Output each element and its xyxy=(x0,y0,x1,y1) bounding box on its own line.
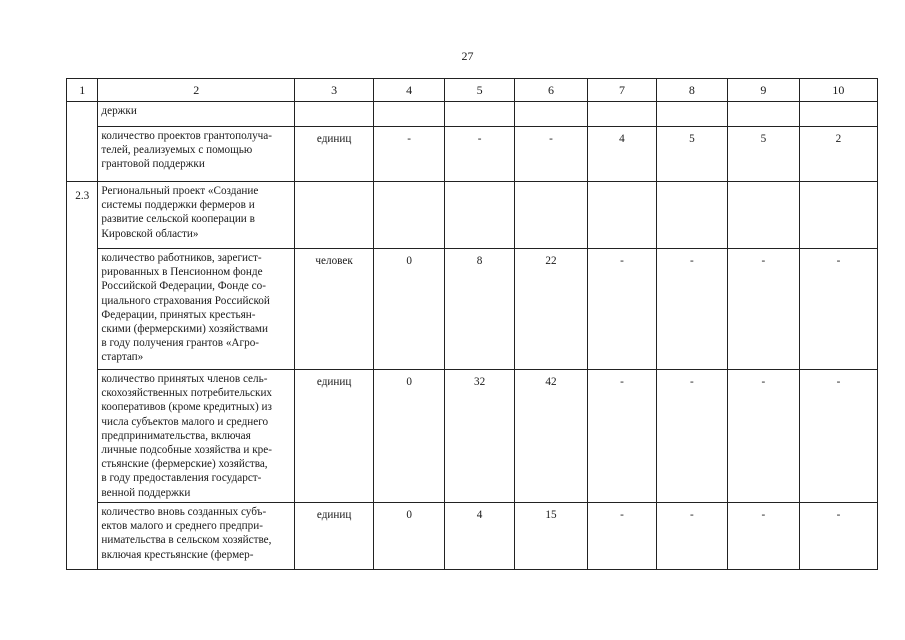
row-name: количество вновь созданных субъ- ектов малого и среднего предпри- нимательства в сельском хозяйстве, включая крестьянские (фермер- xyxy=(98,503,295,570)
value-cell: 2 xyxy=(799,127,877,182)
row-unit: единиц xyxy=(295,370,374,503)
row-unit: единиц xyxy=(295,503,374,570)
header-cell: 3 xyxy=(295,79,374,102)
value-cell: - xyxy=(445,127,515,182)
value-cell xyxy=(799,102,877,127)
value-cell xyxy=(445,102,515,127)
value-cell xyxy=(374,102,445,127)
value-cell: 0 xyxy=(374,370,445,503)
value-cell: 5 xyxy=(727,127,799,182)
value-cell xyxy=(374,182,445,249)
header-cell: 10 xyxy=(799,79,877,102)
value-cell xyxy=(727,102,799,127)
row-unit xyxy=(295,102,374,127)
row-index xyxy=(67,370,98,503)
value-cell: - xyxy=(727,503,799,570)
value-cell: - xyxy=(727,370,799,503)
header-cell: 7 xyxy=(588,79,657,102)
value-cell xyxy=(656,102,727,127)
value-cell: 22 xyxy=(515,249,588,370)
header-cell: 8 xyxy=(656,79,727,102)
row-name: держки xyxy=(98,102,295,127)
header-cell: 4 xyxy=(374,79,445,102)
value-cell: 0 xyxy=(374,503,445,570)
value-cell xyxy=(588,102,657,127)
value-cell: 15 xyxy=(515,503,588,570)
table-row xyxy=(67,249,878,370)
row-name: Региональный проект «Создание системы поддержки фермеров и развитие сельской кооперации в Кировской области» xyxy=(98,182,295,249)
value-cell: - xyxy=(656,249,727,370)
value-cell: 4 xyxy=(588,127,657,182)
table-row xyxy=(67,370,878,503)
header-cell: 6 xyxy=(515,79,588,102)
value-cell: - xyxy=(374,127,445,182)
table-row xyxy=(67,503,878,570)
value-cell xyxy=(588,182,657,249)
row-name: количество работников, зарегист- рированных в Пенсионном фонде Российской Федерации, Фонде со- циального страхования Российской Федерации, принятых крестьян- скими (фермерскими) хозяйствами в году получения грантов «Агро- стартап» xyxy=(98,249,295,370)
page-number: 27 xyxy=(461,49,474,63)
row-name: количество проектов грантополуча- телей, реализуемых с помощью грантовой поддержки xyxy=(98,127,295,182)
value-cell: - xyxy=(588,249,657,370)
value-cell xyxy=(656,182,727,249)
header-cell: 9 xyxy=(727,79,799,102)
header-cell: 1 xyxy=(67,79,98,102)
row-index xyxy=(67,102,98,127)
row-name: количество принятых членов сель- скохозяйственных потребительских кооперативов (кроме кредитных) из числа субъектов малого и среднего предпринимательства, включая личные подсобные хозяйства и кре- стьянские (фермерские) хозяйства, в году предоставления государст- венной поддержки xyxy=(98,370,295,503)
value-cell: - xyxy=(727,249,799,370)
table-header-row xyxy=(67,79,878,102)
indicators-table xyxy=(66,78,878,570)
value-cell xyxy=(445,182,515,249)
table-row xyxy=(67,102,878,127)
value-cell: - xyxy=(799,249,877,370)
value-cell: 32 xyxy=(445,370,515,503)
row-index xyxy=(67,127,98,182)
row-index xyxy=(67,503,98,570)
value-cell: - xyxy=(515,127,588,182)
header-cell: 2 xyxy=(98,79,295,102)
row-index xyxy=(67,249,98,370)
value-cell: - xyxy=(588,370,657,503)
table-row xyxy=(67,127,878,182)
row-unit xyxy=(295,182,374,249)
row-index: 2.3 xyxy=(67,182,98,249)
row-unit: единиц xyxy=(295,127,374,182)
value-cell: - xyxy=(656,503,727,570)
value-cell xyxy=(515,102,588,127)
value-cell: 8 xyxy=(445,249,515,370)
value-cell xyxy=(799,182,877,249)
value-cell: 0 xyxy=(374,249,445,370)
row-unit: человек xyxy=(295,249,374,370)
value-cell: - xyxy=(799,370,877,503)
value-cell: - xyxy=(588,503,657,570)
value-cell: - xyxy=(799,503,877,570)
value-cell xyxy=(515,182,588,249)
value-cell: 5 xyxy=(656,127,727,182)
header-cell: 5 xyxy=(445,79,515,102)
table-row xyxy=(67,182,878,249)
value-cell: 42 xyxy=(515,370,588,503)
value-cell xyxy=(727,182,799,249)
value-cell: - xyxy=(656,370,727,503)
value-cell: 4 xyxy=(445,503,515,570)
